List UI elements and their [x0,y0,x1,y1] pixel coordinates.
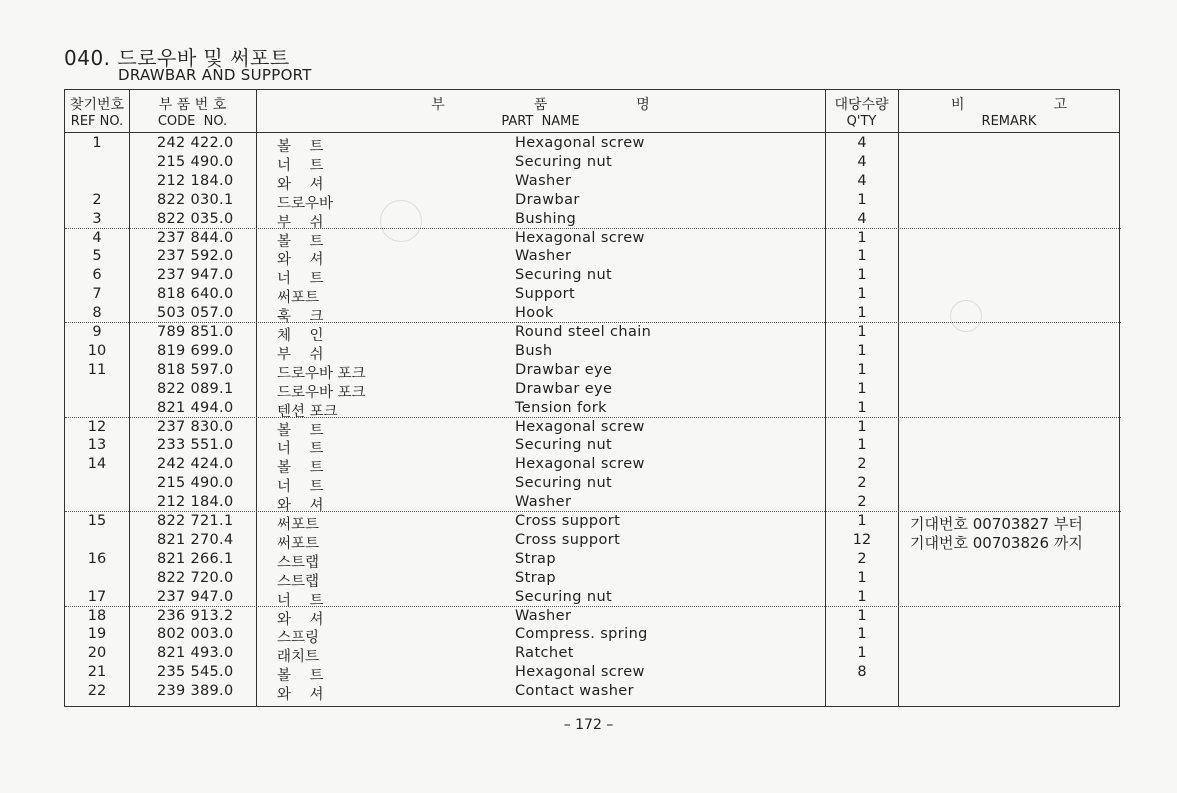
table-row [65,343,1119,362]
header-code-en: CODE NO. [157,114,228,129]
code-cell: 822 035.0 [157,210,234,227]
header-name-kr: 부 품 명 [431,97,650,113]
header-qty [825,94,898,129]
qty-cell: 1 [857,380,867,397]
korean-name-cell: 드로우바 포크 [277,384,366,401]
ref-cell: 15 [87,513,107,529]
korean-name-cell: 써포트 [277,517,320,533]
korean-name-cell: 드로우바 포크 [277,365,366,382]
code-cell: 237 947.0 [157,267,234,284]
ref-cell: 10 [87,342,107,359]
english-name-cell: Hexagonal screw [515,135,645,151]
table-row [65,475,1119,494]
korean-name-cell: 볼 트 [277,233,324,250]
code-cell: 237 844.0 [157,229,234,246]
qty-cell: 1 [857,569,867,586]
english-name-cell: Washer [515,172,572,189]
table-row [65,664,1119,683]
header-remark-en: REMARK [981,114,1037,129]
ref-cell: 3 [92,210,102,227]
qty-cell: 1 [857,229,867,246]
ref-cell: 17 [87,588,107,605]
korean-name-cell: 드로우바 [277,195,334,212]
english-name-cell: Securing nut [515,475,613,492]
korean-name-cell: 써포트 [277,290,320,307]
table-row [65,645,1119,664]
english-name-cell: Contact washer [515,683,634,700]
ref-cell: 22 [87,683,107,700]
table-row [65,230,1119,249]
qty-cell: 1 [857,513,867,529]
group-separator [65,417,1121,418]
korean-name-cell: 볼 트 [277,668,324,685]
page-number: – 172 – [563,717,614,733]
parts-table [64,89,1120,707]
qty-cell: 1 [857,418,867,435]
ref-cell: 4 [92,229,102,246]
qty-cell: 1 [857,248,867,265]
qty-cell: 4 [857,172,867,189]
qty-cell: 1 [857,286,867,303]
korean-name-cell: 볼 트 [277,460,324,477]
header-divider [65,132,1119,133]
code-cell: 818 640.0 [157,286,234,303]
english-name-cell: Support [515,286,576,303]
qty-cell: 1 [857,588,867,605]
table-row [65,683,1119,702]
english-name-cell: Securing nut [515,437,613,454]
english-name-cell: Drawbar [515,191,580,208]
code-cell: 822 089.1 [157,380,234,397]
header-name-en: PART NAME [501,114,580,129]
code-cell: 215 490.0 [157,153,234,170]
qty-cell: 1 [857,267,867,284]
english-name-cell: Compress. spring [515,626,648,643]
ref-cell: 9 [92,324,102,340]
code-cell: 818 597.0 [157,361,234,378]
qty-cell: 12 [852,531,872,548]
code-cell: 819 699.0 [157,342,234,359]
ref-cell: 8 [92,305,102,322]
group-separator [65,322,1121,323]
header-ref-en: REF NO. [70,114,124,129]
qty-cell: 1 [857,305,867,322]
ref-cell: 1 [92,135,102,151]
ref-cell: 6 [92,267,102,284]
code-cell: 212 184.0 [157,172,234,189]
korean-name-cell: 부 쉬 [277,346,324,363]
ref-cell: 7 [92,286,102,303]
table-row [65,135,1119,154]
qty-cell: 2 [857,494,867,511]
code-cell: 215 490.0 [157,475,234,492]
qty-cell: 2 [857,456,867,473]
ref-cell: 18 [87,607,107,624]
korean-name-cell: 체 인 [277,328,324,344]
ref-cell: 12 [87,418,107,435]
code-cell: 212 184.0 [157,494,234,511]
code-cell: 242 424.0 [157,456,234,473]
english-name-cell: Hexagonal screw [515,456,645,473]
table-row [65,154,1119,173]
korean-name-cell: 와 셔 [277,498,324,515]
table-row [65,513,1119,532]
code-cell: 821 270.4 [157,531,234,548]
qty-cell: 8 [857,664,867,681]
code-cell: 239 389.0 [157,683,234,700]
qty-cell: 1 [857,437,867,454]
code-cell: 821 266.1 [157,550,234,567]
korean-name-cell: 볼 트 [277,422,324,439]
code-cell: 789 851.0 [157,324,234,340]
table-row [65,437,1119,456]
english-name-cell: Round steel chain [515,324,652,340]
qty-cell: 1 [857,361,867,378]
english-name-cell: Strap [515,550,556,567]
english-name-cell: Washer [515,494,572,511]
english-name-cell: Cross support [515,531,621,548]
english-name-cell: Bushing [515,210,577,227]
korean-name-cell: 써포트 [277,535,320,552]
korean-name-cell: 너 트 [277,157,324,174]
table-row [65,532,1119,551]
korean-name-cell: 너 트 [277,441,324,458]
qty-cell: 4 [857,210,867,227]
header-ref-kr: 찾기번호 [69,97,125,113]
english-name-cell: Strap [515,569,556,586]
english-name-cell: Drawbar eye [515,380,613,397]
header-remark [898,94,1120,129]
table-row [65,248,1119,267]
code-cell: 822 720.0 [157,569,234,586]
ref-cell: 14 [87,456,107,473]
code-cell: 237 830.0 [157,418,234,435]
korean-name-cell: 와 셔 [277,687,324,704]
qty-cell: 1 [857,191,867,208]
english-name-cell: Bush [515,342,553,359]
korean-name-cell: 부 쉬 [277,214,324,231]
code-cell: 821 493.0 [157,645,234,662]
table-row [65,362,1119,381]
ref-cell: 13 [87,437,107,454]
english-name-cell: Washer [515,248,572,265]
table-row [65,456,1119,475]
code-cell: 821 494.0 [157,399,234,416]
qty-cell: 4 [857,135,867,151]
ref-cell: 2 [92,191,102,208]
group-separator [65,228,1121,229]
qty-cell: 1 [857,324,867,340]
table-row [65,381,1119,400]
korean-name-cell: 래치트 [277,649,320,666]
ref-cell: 19 [87,626,107,643]
korean-name-cell: 와 셔 [277,176,324,193]
code-cell: 235 545.0 [157,664,234,681]
code-cell: 802 003.0 [157,626,234,643]
table-row [65,551,1119,570]
korean-name-cell: 스프링 [277,630,320,647]
table-row [65,419,1119,438]
english-name-cell: Securing nut [515,267,613,284]
section-title: 040. 드로우바 및 써포트 [64,46,290,70]
remark-cell: 기대번호 00703827 부터 [910,515,1083,533]
header-ref [65,94,129,129]
english-name-cell: Hexagonal screw [515,664,645,681]
remark-cell: 기대번호 00703826 까지 [910,533,1083,552]
table-row [65,173,1119,192]
code-cell: 242 422.0 [157,135,234,151]
ref-cell: 11 [87,361,107,378]
qty-cell: 2 [857,550,867,567]
korean-name-cell: 너 트 [277,479,324,496]
section-subtitle: DRAWBAR AND SUPPORT [118,66,312,84]
english-name-cell: Hexagonal screw [515,418,645,435]
korean-name-cell: 스트랩 [277,573,320,590]
table-row [65,626,1119,645]
header-remark-kr: 비 고 [950,97,1068,113]
code-cell: 822 721.1 [157,513,234,529]
table-row [65,570,1119,589]
group-separator [65,606,1121,607]
korean-name-cell: 텐션 포크 [277,403,338,420]
english-name-cell: Hexagonal screw [515,229,645,246]
english-name-cell: Washer [515,607,572,624]
group-separator [65,511,1121,512]
qty-cell: 1 [857,645,867,662]
header-qty-en: Q'TY [846,114,877,129]
korean-name-cell: 와 셔 [277,611,324,628]
header-qty-kr: 대당수량 [834,97,889,113]
ref-cell: 5 [92,248,102,265]
table-row [65,324,1119,343]
korean-name-cell: 볼 트 [277,139,324,155]
header-code-kr: 부 품 번 호 [158,97,227,113]
code-cell: 237 592.0 [157,248,234,265]
english-name-cell: Tension fork [515,399,607,416]
korean-name-cell: 스트랩 [277,554,320,571]
english-name-cell: Cross support [515,513,621,529]
table-row [65,267,1119,286]
korean-name-cell: 너 트 [277,271,324,288]
qty-cell: 2 [857,475,867,492]
korean-name-cell: 훅 크 [277,309,324,326]
english-name-cell: Hook [515,305,554,322]
english-name-cell: Securing nut [515,588,613,605]
english-name-cell: Securing nut [515,153,613,170]
korean-name-cell: 와 셔 [277,252,324,269]
english-name-cell: Drawbar eye [515,361,613,378]
korean-name-cell: 너 트 [277,592,324,609]
code-cell: 236 913.2 [157,607,234,624]
table-row [65,286,1119,305]
qty-cell: 1 [857,607,867,624]
code-cell: 503 057.0 [157,305,234,322]
code-cell: 237 947.0 [157,588,234,605]
table-row [65,608,1119,627]
header-name [256,94,825,129]
qty-cell: 1 [857,399,867,416]
qty-cell: 1 [857,342,867,359]
qty-cell: 1 [857,626,867,643]
ref-cell: 16 [87,550,107,567]
header-code [129,94,256,129]
ref-cell: 21 [87,664,107,681]
english-name-cell: Ratchet [515,645,574,662]
qty-cell: 4 [857,153,867,170]
table-row [65,192,1119,211]
code-cell: 822 030.1 [157,191,234,208]
code-cell: 233 551.0 [157,437,234,454]
ref-cell: 20 [87,645,107,662]
